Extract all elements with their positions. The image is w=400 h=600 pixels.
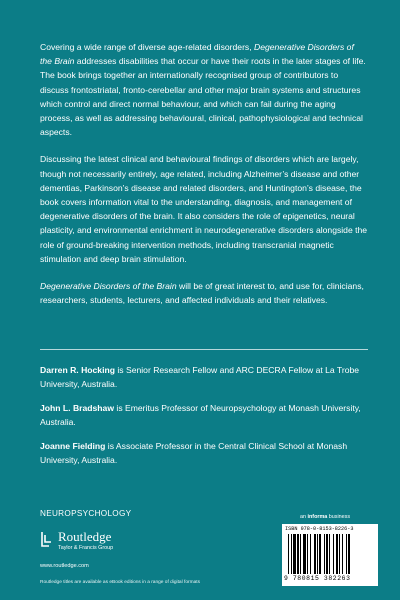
author-bio bbox=[40, 401, 368, 429]
author-bios bbox=[40, 363, 368, 477]
informa-post: business bbox=[327, 514, 351, 520]
blurb-p1-pre: Covering a wide range of diverse age-related disorders, bbox=[40, 42, 255, 52]
author-bio-text: is Associate Professor in the Central Clinical School at Monash University, Australia. bbox=[40, 441, 348, 465]
informa-pre: an bbox=[300, 514, 308, 520]
publisher-block bbox=[40, 527, 160, 571]
book-title-italic: Degenerative Disorders of the Brain bbox=[40, 281, 177, 292]
author-name: Joanne Fielding bbox=[40, 441, 106, 451]
back-cover-blurb bbox=[40, 40, 368, 320]
informa-business-label bbox=[300, 514, 350, 520]
author-name: Darren R. Hocking bbox=[40, 365, 115, 375]
publisher-name: Routledge bbox=[58, 529, 112, 544]
section-divider bbox=[40, 349, 368, 350]
author-bio-text: is Emeritus Professor of Neuropsychology at Monash University, Australia. bbox=[40, 403, 361, 427]
author-bio bbox=[40, 439, 368, 467]
series-label: NEUROPSYCHOLOGY bbox=[40, 509, 132, 518]
publisher-website: www.routledge.com bbox=[40, 563, 89, 569]
ebook-note: Routledge titles are available as eBook editions in a range of digital formats bbox=[40, 580, 200, 585]
blurb-p1-post: addresses disabilities that occur or have their roots in the later stages of life. The book brings together an internationally recognised group of contributors to discuss frontostriatal, fronto-cerebellar and other major brain systems and structures which control and direct normal behaviour, and which can fail during the aging process, as well as addressing behavioural, clinical, pathophysiological and technical aspects. bbox=[40, 56, 366, 138]
blurb-paragraph-2: Discussing the latest clinical and behavioural findings of disorders which are largely, though not necessarily entirely, age related, including Alzheimer’s disease and other dementias, Parkinson’s disease and related disorders, and Huntington’s disease, the book covers information vital to the understanding, diagnosis, and management of degenerative disorders of the brain. It also considers the role of epigenetics, neural plasticity, and environmental enrichment in neurodegenerative disorders alongside the role of ground-breaking intervention methods, including transcranial magnetic stimulation and deep brain stimulation. bbox=[40, 154, 368, 264]
publisher-group: Taylor & Francis Group bbox=[58, 545, 114, 551]
isbn-label: ISBN 978-0-8153-8226-3 bbox=[285, 526, 354, 532]
barcode-number: 9 780815 382263 bbox=[284, 575, 351, 582]
author-name: John L. Bradshaw bbox=[40, 403, 115, 413]
barcode-bars-icon bbox=[288, 534, 372, 574]
author-bio bbox=[40, 363, 368, 391]
blurb-paragraph-3 bbox=[40, 279, 368, 307]
barcode bbox=[282, 524, 378, 586]
blurb-p3-post: will be of great interest to, and use for, clinicians, researchers, students, lecturers, and affected individuals and their relatives. bbox=[40, 281, 364, 306]
blurb-paragraph-1 bbox=[40, 40, 368, 139]
informa-brand: informa bbox=[307, 514, 328, 520]
book-title-italic: Degenerative Disorders of the Brain bbox=[40, 42, 354, 67]
author-bio-text: is Senior Research Fellow and ARC DECRA Fellow at La Trobe University, Australia. bbox=[40, 365, 360, 389]
